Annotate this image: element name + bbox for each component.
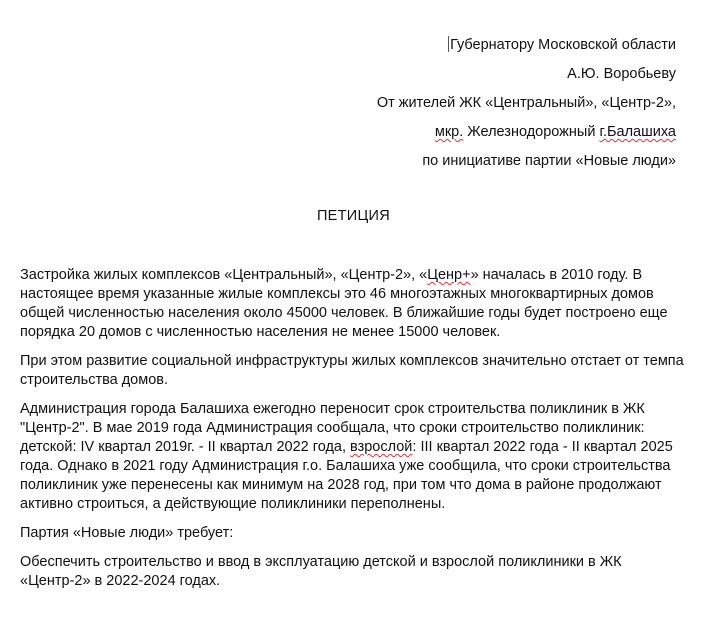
spellcheck-word: мкр. [434,124,464,140]
document-title: ПЕТИЦИЯ [316,208,391,224]
addressee-block [377,34,676,179]
paragraph-demand: Обеспечить строительство и ввод в эксплуатацию детской и взрослой поликлиники в ЖК «Центр-2» в 2022-2024 годах. [20,554,622,589]
paragraph-administration: Администрация города Балашиха ежегодно переносит срок строительства поликлиник в ЖК "Центр-2". В мае 2019 года Администрация сообщала, что сроки строительство поликлиник: детской: IV квартал 2019г. - II квартал 2022 года, взрослой: III квартал 2022 года - II квартал 2025 года. Однако в 2021 году Администрация г.о. Балашиха уже сообщила, что сроки строительства поликлиник уже перенесены как минимум на 2028 год, при том что дома в районе продолжают активно строиться, а действующие поликлиники переполнены. [20,401,673,512]
addressee-governor: Губернатору Московской области [450,37,676,53]
paragraph-infrastructure: При этом развитие социальной инфраструктуры жилых комплексов значительно отстает от темпа строительства домов. [20,353,684,388]
document-body [20,266,692,601]
addressee-name: А.Ю. Воробьеву [567,66,676,82]
paragraph-demands-intro: Партия «Новые люди» требует: [20,525,234,541]
spellcheck-word: Ценр+ [427,267,471,283]
paragraph-construction: Застройка жилых комплексов «Центральный», «Центр-2», «Ценр+» началась в 2010 году. В настоящее время указанные жилые комплексы это 46 многоэтажных многоквартирных домов общей численностью населения около 45000 человек. В ближайшие годы будет построено еще порядка 20 домов с численностью населения не менее 15000 человек. [20,267,668,340]
addressee-initiative: по инициативе партии «Новые люди» [422,153,676,169]
addressee-from: От жителей ЖК «Центральный», «Центр-2», [376,95,676,111]
spellcheck-word: взрослой [350,439,413,455]
addressee-location: мкр. Железнодорожный г.Балашиха [434,124,676,140]
spellcheck-word: г.Балашиха [599,124,676,140]
text-cursor [448,36,449,52]
